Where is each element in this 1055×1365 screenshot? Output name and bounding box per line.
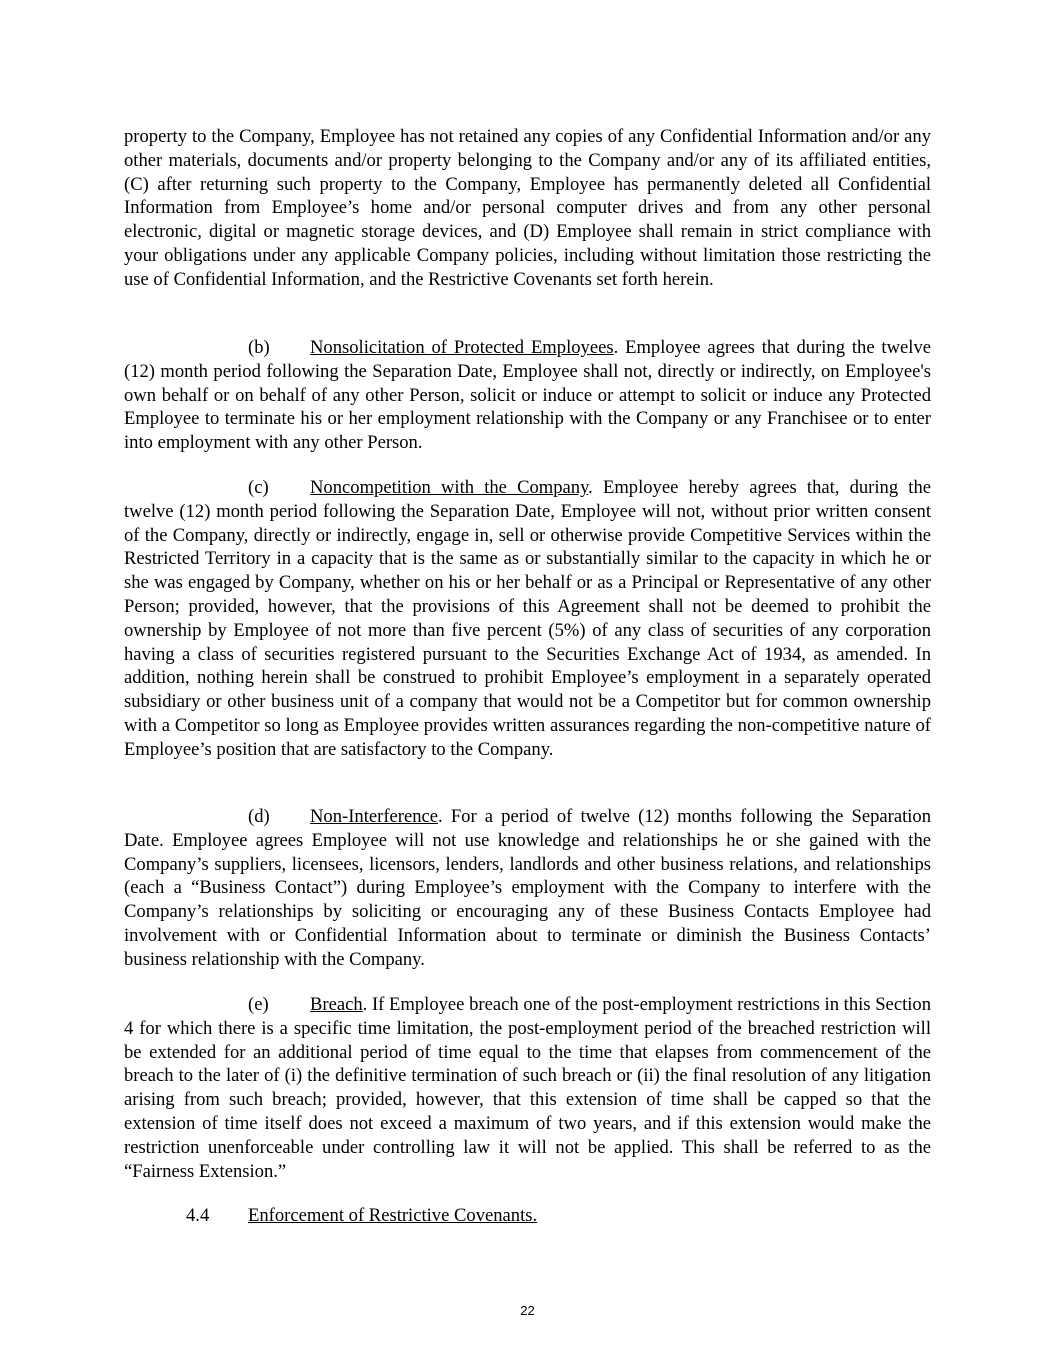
subsection-d (124, 805, 931, 972)
subsection-heading: Non-Interference (310, 806, 439, 827)
section-number: 4.4 (186, 1205, 210, 1226)
section-title: Enforcement of Restrictive Covenants. (248, 1205, 538, 1226)
subsection-b (124, 336, 931, 455)
subsection-body: For a period of twelve (12) months following the Separation Date. Employee agrees Employee will not use knowledge and relationships he or she gained with the Company’s suppliers, licensees, licensors, lenders, landlords and other business relations, and relationships (each a “Business Contact”) during Employee’s employment with the Company to interfere with the Company’s relationships by soliciting or encouraging any of these Business Contacts Employee had involvement with or Confidential Information about to terminate or diminish the Business Contacts’ business relationship with the Company. (124, 806, 931, 970)
subsection-heading: Nonsolicitation of Protected Employees (310, 337, 614, 358)
subsection-label: (c) (248, 477, 269, 498)
subsection-heading-end: . (613, 337, 619, 358)
paragraph-text: property to the Company, Employee has not retained any copies of any Confidential Information and/or any other materials, documents and/or property belonging to the Company and/or any of its affiliated entities, (C) after returning such property to the Company, Employee has permanently deleted all Confidential Information from Employee’s home and/or personal computer drives and from any other personal electronic, digital or magnetic storage devices, and (D) Employee shall remain in strict compliance with your obligations under any applicable Company policies, including without limitation those restricting the use of Confidential Information, and the Restrictive Covenants set forth herein. (124, 126, 931, 290)
page-number: 22 (520, 1303, 535, 1318)
subsection-heading-end: . (588, 477, 593, 498)
subsection-body: If Employee breach one of the post-employment restrictions in this Section 4 for which there is a specific time limitation, the post-employment period of the breached restriction will be extended for an additional period of time equal to the time that elapses from commencement of the breach to the later of (i) the definitive termination of such breach or (ii) the final resolution of any litigation arising from such breach; provided, however, that this extension of time shall be capped so that the extension of time itself does not exceed a maximum of two years, and if this extension would make the restriction unenforceable under controlling law it will not be applied. This shall be referred to as the “Fairness Extension.” (124, 994, 931, 1182)
subsection-body: Employee agrees that during the twelve (12) month period following the Separation Date, Employee shall not, directly or indirectly, on Employee's own behalf or on behalf of any other Person, solicit or induce or attempt to solicit or induce any Protected Employee to terminate his or her employment relationship with the Company or any Franchisee or to enter into employment with any other Person. (124, 337, 931, 454)
subsection-label: (b) (248, 337, 270, 358)
subsection-heading: Noncompetition with the Company (310, 477, 589, 498)
subsection-heading-end: . (438, 806, 443, 827)
subsection-label: (e) (248, 994, 269, 1015)
subsection-body: Employee hereby agrees that, during the twelve (12) month period following the Separation Date, Employee will not, without prior written consent of the Company, directly or indirectly, engage in, sell or otherwise provide Competitive Services within the Restricted Territory in a capacity that is the same as or substantially similar to the capacity in which he or she was engaged by Company, whether on his or her behalf or as a Principal or Representative of any other Person; provided, however, that the provisions of this Agreement shall not be deemed to prohibit the ownership by Employee of not more than five percent (5%) of any class of securities of any corporation having a class of securities registered pursuant to the Securities Exchange Act of 1934, as amended. In addition, nothing herein shall be construed to prohibit Employee’s employment in a separately operated subsidiary or other business unit of a company that would not be a Competitor but for common ownership with a Competitor so long as Employee provides written assurances regarding the non-competitive nature of Employee’s position that are satisfactory to the Company. (124, 477, 931, 760)
subsection-label: (d) (248, 806, 270, 827)
section-heading-4-4 (124, 1204, 931, 1228)
paragraph-continuation (124, 125, 931, 292)
subsection-e (124, 993, 931, 1183)
subsection-heading-end: . (362, 994, 368, 1015)
subsection-c (124, 476, 931, 762)
subsection-heading: Breach (310, 994, 363, 1015)
